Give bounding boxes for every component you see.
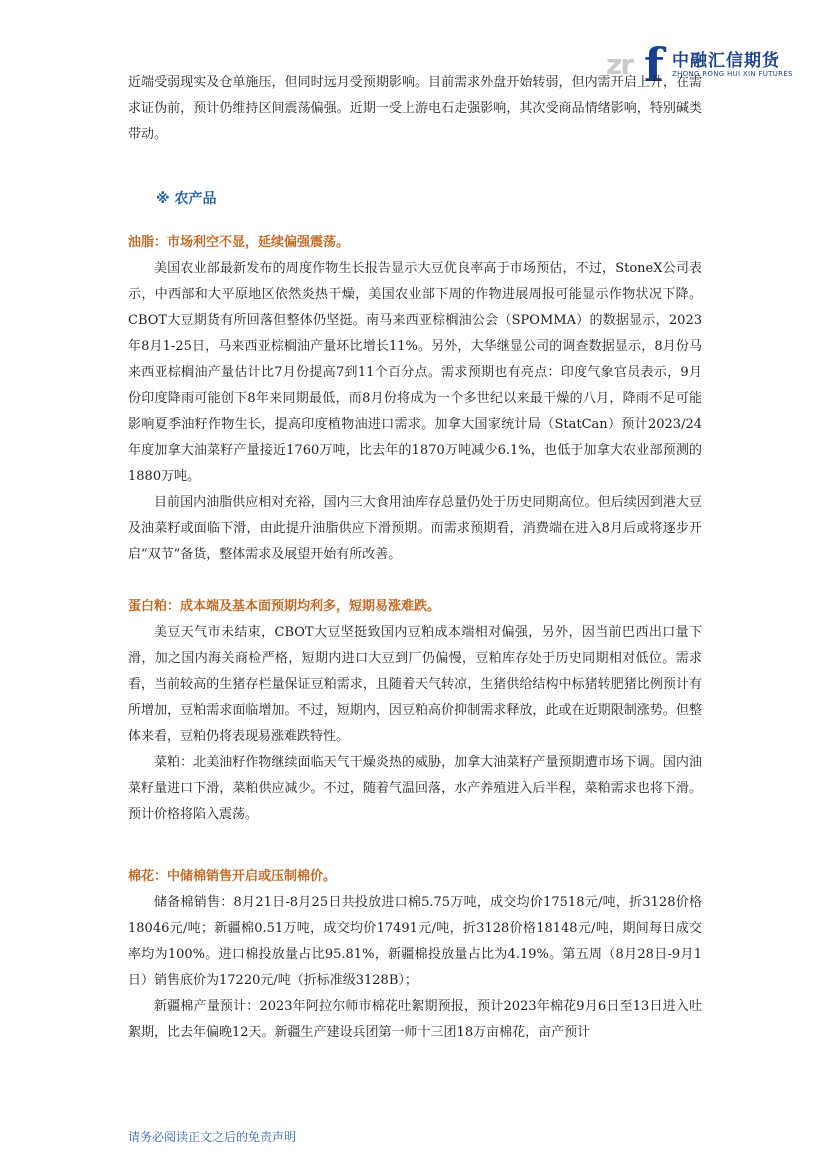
footer-disclaimer: 请务必阅读正文之后的免责声明 bbox=[128, 1130, 297, 1144]
subtitle-cotton: 棉花：中储棉销售开启或压制棉价。 bbox=[128, 869, 337, 884]
subtitle-oils: 油脂：市场利空不显，延续偏强震荡。 bbox=[128, 235, 350, 250]
logo-f-mark: f bbox=[644, 38, 664, 92]
oils-paragraph-2: 目前国内油脂供应相对充裕，国内三大食用油库存总量仍处于历史同期高位。但后续因到港大豆及油菜籽或面临下滑，由此提升油脂供应下滑预期。而需求预期看，消费端在进入8月后或将逐步开启“双节”备货，整体需求及展望开始有所改善。 bbox=[128, 495, 702, 562]
report-body bbox=[128, 70, 702, 1046]
meal-paragraph-2: 菜粕：北美油籽作物继续面临天气干燥炎热的威胁，加拿大油菜籽产量预期遭市场下调。国内油菜籽量进口下滑，菜粕供应减少。不过，随着气温回落，水产养殖进入后半程，菜粕需求也将下滑。预计价格将陷入震荡。 bbox=[128, 755, 702, 822]
cotton-paragraph-1: 储备棉销售：8月21日-8月25日共投放进口棉5.75万吨，成交均价17518元/吨，折3128价格18046元/吨；新疆棉0.51万吨，成交均价17491元/吨，折3128价格18148元/吨，期间每日成交率均为100%。进口棉投放量占比95.81%，新疆棉投放量占比为4.19%。第五周（8月28日-9月1日）销售底价为17220元/吨（折标准级3128B）； bbox=[128, 895, 702, 988]
logo-name-cn: 中融汇信期货 bbox=[672, 51, 780, 71]
logo-name-en: ZHONG RONG HUI XIN FUTURES bbox=[672, 70, 793, 78]
logo-zr-mark: zr bbox=[606, 48, 633, 81]
intro-paragraph: 近端受弱现实及仓单施压，但同时远月受预期影响。目前需求外盘开始转弱，但内需开启上升，在需求证伪前，预计仍维持区间震荡偏强。近期一受上游电石走强影响，其次受商品情绪影响，特别碱类带动。 bbox=[128, 75, 702, 142]
meal-paragraph-1: 美豆天气市未结束，CBOT大豆坚挺致国内豆粕成本端相对偏强，另外，因当前巴西出口量下滑，加之国内海关商检严格，短期内进口大豆到厂仍偏慢，豆粕库存处于历史同期相对低位。需求看，当前较高的生猪存栏量保证豆粕需求，且随着天气转凉，生猪供给结构中标猪转肥猪比例预计有所增加，豆粕需求面临增加。不过，短期内，因豆粕高价抑制需求释放，此或在近期限制涨势。但整体来看，豆粕仍将表现易涨难跌特性。 bbox=[128, 625, 702, 744]
subtitle-protein-meal: 蛋白粕：成本端及基本面预期均利多，短期易涨难跌。 bbox=[128, 599, 441, 614]
oils-paragraph-1: 美国农业部最新发布的周度作物生长报告显示大豆优良率高于市场预估，不过，StoneX公司表示，中西部和大平原地区依然炎热干燥，美国农业部下周的作物进展周报可能显示作物状况下降。CBOT大豆期货有所回落但整体仍坚挺。南马来西亚棕榈油公会（SPOMMA）的数据显示，2023年8月1-25日，马来西亚棕榈油产量环比增长11%。另外，大华继显公司的调查数据显示，8月份马来西亚棕榈油产量估计比7月份提高7到11个百分点。需求预期也有亮点：印度气象官员表示，9月份印度降雨可能创下8年来同期最低，而8月份将成为一个多世纪以来最干燥的八月，降雨不足可能影响夏季油籽作物生长，提高印度植物油进口需求。加拿大国家统计局（StatCan）预计2023/24年度加拿大油菜籽产量接近1760万吨，比去年的1870万吨减少6.1%，也低于加拿大农业部预测的1880万吨。 bbox=[128, 261, 702, 484]
section-title-agriculture: ※ 农产品 bbox=[156, 191, 217, 207]
cotton-paragraph-2: 新疆棉产量预计：2023年阿拉尔师市棉花吐絮期预报，预计2023年棉花9月6日至13日进入吐絮期，比去年偏晚12天。新疆生产建设兵团第一师十三团18万亩棉花，亩产预计 bbox=[128, 999, 702, 1040]
